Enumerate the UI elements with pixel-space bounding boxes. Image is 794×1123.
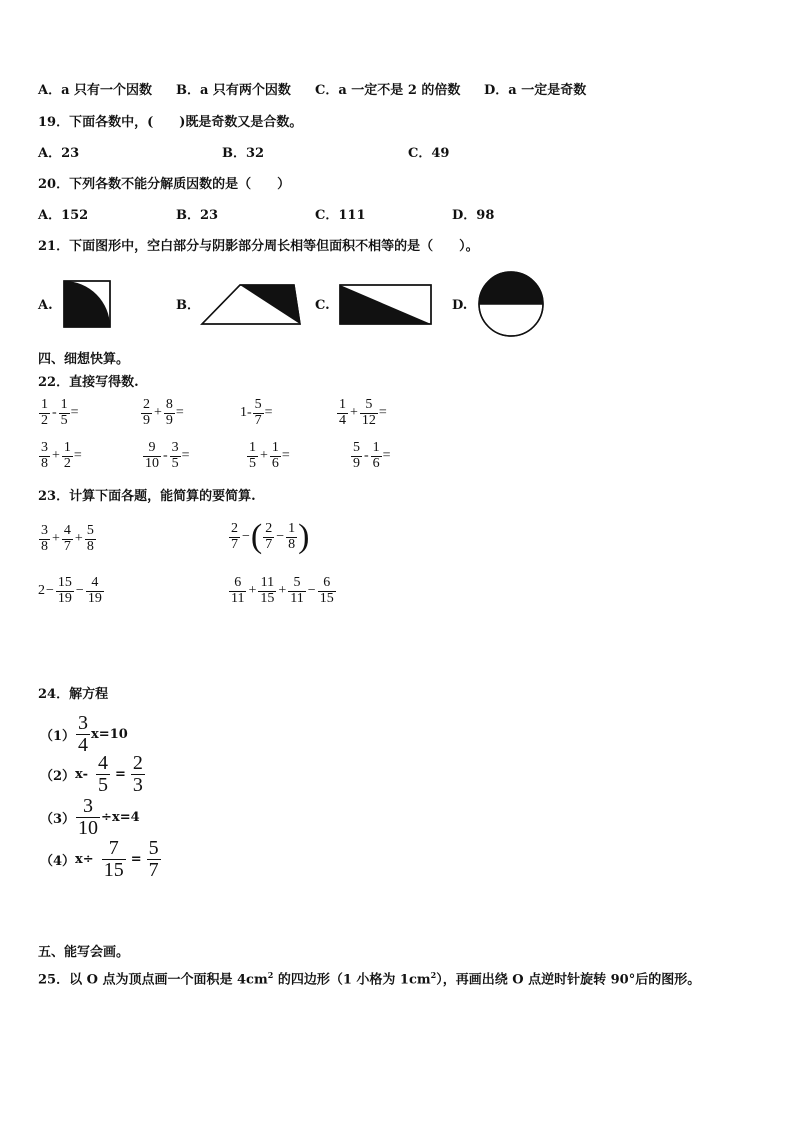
q24-equation-4: （4） x÷ $\frac{7}{15}$ = $\frac{5}{7}$ <box>40 837 159 881</box>
q18-option-a: A．a 只有一个因数 <box>38 83 153 98</box>
q23-expr-4: $\frac{6}{11}$ + $\frac{11}{15}$ + $\frac{5}{11}$ − $\frac{6}{15}$ <box>231 575 334 606</box>
q20-option-c: C．111 <box>315 208 366 223</box>
q20-stem: 20．下列各数不能分解质因数的是（ ） <box>38 177 291 192</box>
q18-option-d: D．a 一定是奇数 <box>484 83 587 98</box>
q21-option-c-label: C. <box>315 298 330 313</box>
q24-equation-3: （3） $\frac{3}{10}$ ÷x=4 <box>40 795 140 839</box>
q22-item-6: $\frac{9}{10}$ - $\frac{3}{5}$ = <box>145 440 190 471</box>
q22-item-8: $\frac{5}{9}$ - $\frac{1}{6}$ = <box>353 440 391 471</box>
section-5-title: 五、能写会画。 <box>38 945 130 960</box>
q22-item-5: $\frac{3}{8}$ + $\frac{1}{2}$ = <box>41 440 82 471</box>
q19-stem: 19．下面各数中，( )既是奇数又是合数。 <box>38 115 303 130</box>
q22-item-3: 1- $\frac{5}{7}$ = <box>240 397 273 428</box>
q20-option-b: B．23 <box>176 208 219 223</box>
q25-stem: 25．以 O 点为顶点画一个面积是 $4cm^2$ 的四边形（1 小格为 $1cm^2$），再画出绕 O 点逆时针旋转 90°后的图形。 <box>38 970 701 988</box>
q20-option-a: A．152 <box>38 208 89 223</box>
q18-option-c: C．a 一定不是 2 的倍数 <box>315 83 461 98</box>
q22-item-7: $\frac{1}{5}$ + $\frac{1}{6}$ = <box>249 440 290 471</box>
figure-half-circle <box>476 270 546 340</box>
figure-quarter-circle <box>63 280 111 328</box>
q24-stem: 24．解方程 <box>38 687 109 702</box>
q21-option-a-label: A. <box>38 298 53 313</box>
figure-trapezoid <box>200 283 302 327</box>
q22-item-4: $\frac{1}{4}$ + $\frac{5}{12}$ = <box>339 397 387 428</box>
figure-rectangle-diagonal <box>339 284 433 326</box>
q21-option-d-label: D. <box>452 298 468 313</box>
q23-expr-3: 2 − $\frac{15}{19}$ − $\frac{4}{19}$ <box>38 575 102 606</box>
q21-stem: 21．下面图形中，空白部分与阴影部分周长相等但面积不相等的是（ ）。 <box>38 239 479 254</box>
q24-equation-1: （1） $\frac{3}{4}$ x=10 <box>40 712 128 756</box>
q18-option-b: B．a 只有两个因数 <box>176 83 291 98</box>
q24-equation-2: （2） x- $\frac{4}{5}$ = $\frac{2}{3}$ <box>40 752 143 796</box>
q22-item-1: $\frac{1}{2}$ - $\frac{1}{5}$ = <box>41 397 79 428</box>
q23-expr-2: $\frac{2}{7}$ − ( $\frac{2}{7}$ − $\frac{1}{8}$ ) <box>231 518 310 555</box>
q22-item-2: $\frac{2}{9}$ + $\frac{8}{9}$ = <box>143 397 184 428</box>
section-4-title: 四、细想快算。 <box>38 352 130 367</box>
q21-option-b-label: B． <box>176 298 200 313</box>
q23-stem: 23．计算下面各题，能简算的要简算. <box>38 489 256 504</box>
q19-option-b: B．32 <box>222 146 265 161</box>
q19-option-c: C．49 <box>408 146 450 161</box>
q22-stem: 22．直接写得数. <box>38 375 139 390</box>
q20-option-d: D．98 <box>452 208 495 223</box>
q23-expr-1: $\frac{3}{8}$ + $\frac{4}{7}$ + $\frac{5}{8}$ <box>41 523 94 554</box>
q19-option-a: A．23 <box>38 146 80 161</box>
